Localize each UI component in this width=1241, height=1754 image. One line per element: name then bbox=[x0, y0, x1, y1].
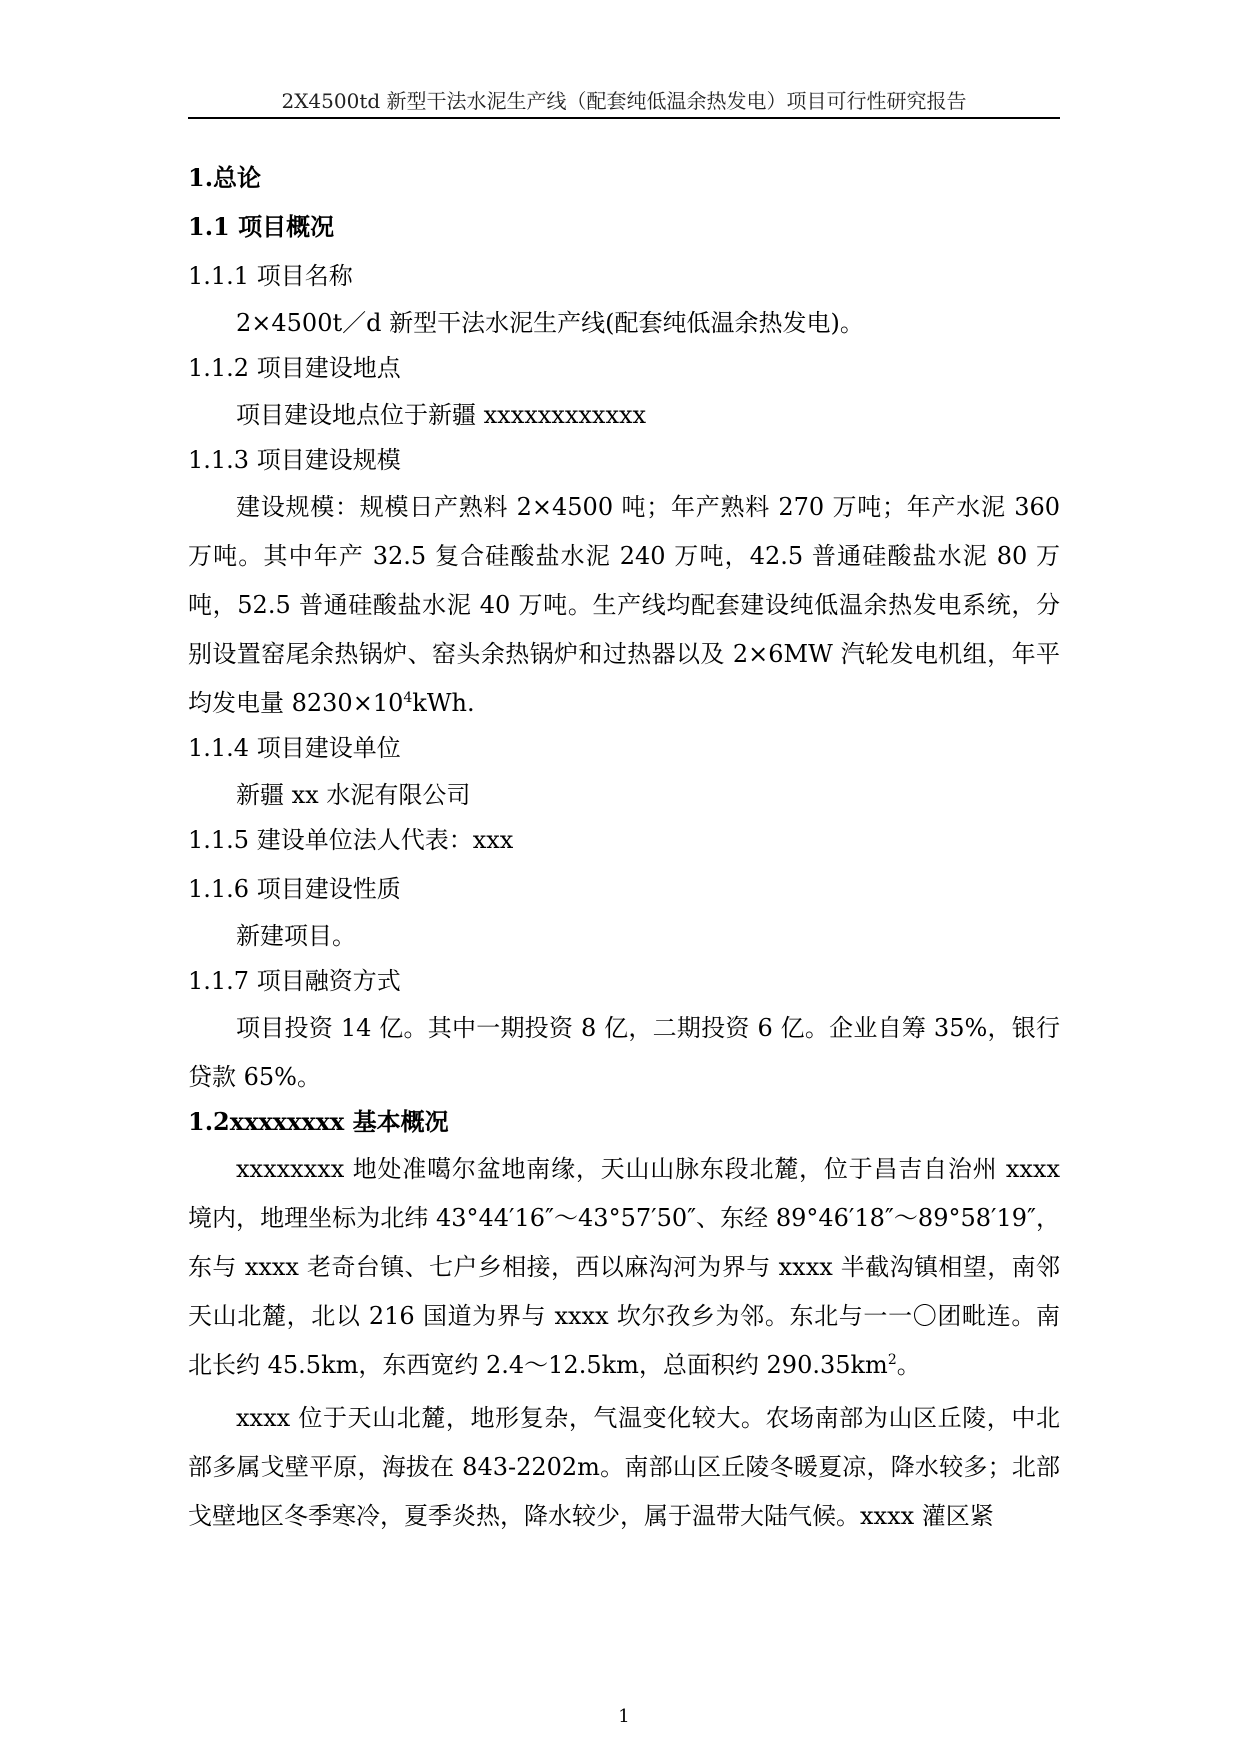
paragraph-project-name: 2×4500t／d 新型干法水泥生产线(配套纯低温余热发电)。 bbox=[236, 309, 864, 337]
heading-1-1-1-project-name: 1.1.1 项目名称 bbox=[188, 262, 353, 290]
page-number: 1 bbox=[618, 1706, 630, 1727]
heading-1-1-2-location: 1.1.2 项目建设地点 bbox=[188, 354, 401, 382]
document-body bbox=[188, 155, 1060, 1541]
geography-end: 。 bbox=[896, 1351, 921, 1379]
scale-superscript: 4 bbox=[403, 690, 413, 706]
geography-text: xxxxxxxx 地处准噶尔盆地南缘，天山山脉东段北麓，位于昌吉自治州 xxxx 境内，地理坐标为北纬 43°44′16″～43°57′50″、东经 89°46′18″～89°58′19″，东与 xxxx 老奇台镇、七户乡相接，西以麻沟河为界与 xxxx 半截沟镇相望，南邻天山北麓，北以 216 国道为界与 xxxx 坎尔孜乡为邻。东北与一一〇团毗连。南北长约 45.5km，东西宽约 2.4～12.5km，总面积约 290.35km bbox=[188, 1155, 1060, 1379]
paragraph-scale bbox=[188, 483, 1060, 728]
paragraph-financing: 项目投资 14 亿。其中一期投资 8 亿，二期投资 6 亿。企业自筹 35%，银行贷款 65%。 bbox=[188, 1014, 1060, 1091]
paragraph-location: 项目建设地点位于新疆 xxxxxxxxxxxx bbox=[236, 401, 647, 429]
running-header: 2X4500td 新型干法水泥生产线（配套纯低温余热发电）项目可行性研究报告 bbox=[281, 89, 967, 113]
paragraph-geography bbox=[188, 1145, 1060, 1390]
heading-1-overview: 1.总论 bbox=[188, 163, 262, 192]
paragraph-climate: xxxx 位于天山北麓，地形复杂，气温变化较大。农场南部为山区丘陵，中北部多属戈壁平原，海拔在 843-2202m。南部山区丘陵冬暖夏凉，降水较多；北部戈壁地区冬季寒冷，夏季炎热，降水较少，属于温带大陆气候。xxxx 灌区紧 bbox=[188, 1404, 1060, 1530]
heading-1-1-5-legal-rep: 1.1.5 建设单位法人代表：xxx bbox=[188, 826, 514, 854]
heading-1-1-3-scale: 1.1.3 项目建设规模 bbox=[188, 446, 401, 474]
paragraph-unit: 新疆 xx 水泥有限公司 bbox=[236, 781, 471, 809]
header-rule bbox=[188, 117, 1060, 119]
heading-1-1-7-financing: 1.1.7 项目融资方式 bbox=[188, 967, 401, 995]
area-superscript: 2 bbox=[887, 1352, 897, 1368]
scale-text: 建设规模：规模日产熟料 2×4500 吨；年产熟料 270 万吨；年产水泥 360 万吨。其中年产 32.5 复合硅酸盐水泥 240 万吨，42.5 普通硅酸盐水泥 80 万吨，52.5 普通硅酸盐水泥 40 万吨。生产线均配套建设纯低温余热发电系统，分别设置窑尾余热锅炉、窑头余热锅炉和过热器以及 2×6MW 汽轮发电机组，年平均发电量 8230×10 bbox=[188, 493, 1060, 717]
paragraph-nature: 新建项目。 bbox=[236, 922, 356, 950]
heading-1-1-project-overview: 1.1 项目概况 bbox=[188, 212, 335, 241]
heading-1-1-6-nature: 1.1.6 项目建设性质 bbox=[188, 875, 401, 903]
heading-1-2-basic-overview: 1.2xxxxxxxx 基本概况 bbox=[188, 1107, 449, 1136]
scale-unit: kWh. bbox=[412, 689, 475, 717]
heading-1-1-4-unit: 1.1.4 项目建设单位 bbox=[188, 734, 401, 762]
